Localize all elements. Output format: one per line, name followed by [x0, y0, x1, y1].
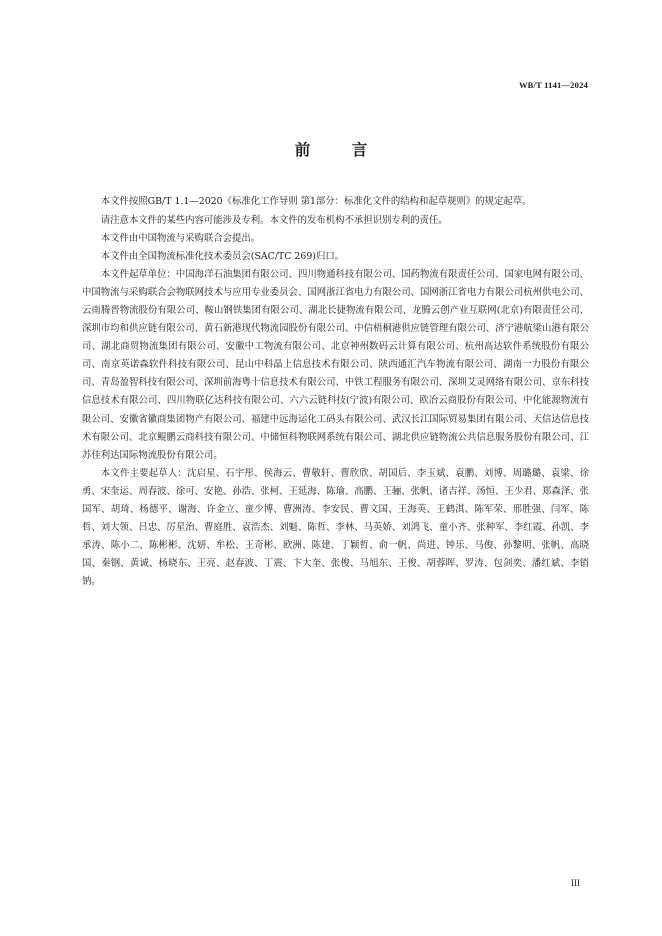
- paragraph-committee: 本文件由全国物流标准化技术委员会(SAC/TC 269)归口。: [100, 250, 345, 262]
- document-body: [82, 194, 589, 591]
- page-number: III: [571, 878, 580, 888]
- paragraph-drafting-units: 本文件起草单位：中国海洋石油集团有限公司、四川物通科技有限公司、国药物流有限责任公司、国家电网有限公司、中国物流与采购联合会物联网技术与应用专业委员会、国网浙江省电力有限公司、国网浙江省电力有限公司杭州供电公司、云南腾晋物流股份有限公司、鞍山钢铁集团有限公司、湖北长捷物流有限公司、龙腾云创产业互联网(北京)有限责任公司、深圳市均和供应链有限公司、黄石新港现代物流园股份有限公司、中信梧桐港供应链管理有限公司、济宁港航梁山港有限公司、湖北商贸物流集团有限公司、安徽中工物流有限公司、北京神州数码云计算有限公司、杭州高达软件系统股份有限公司、南京英诺森软件科技有限公司、昆山中科晶上信息技术有限公司、陕西通汇汽车物流有限公司、湖南一力股份有限公司、青岛盈智科技有限公司、深圳前海粤十信息技术有限公司、中铁工程服务有限公司、深圳艾灵网络有限公司、京东科技信息技术有限公司、四川物联亿达科技有限公司、六六云链科技(宁波)有限公司、欧冶云商股份有限公司、中化能源物流有限公司、安徽省徽商集团物产有限公司、福建中远海运化工码头有限公司、武汉长江国际贸易集团有限公司、天信达信息技术有限公司、北京鲲鹏云商科技有限公司、中储恒科物联网系统有限公司、湖北供应链物流公共信息服务股份有限公司、江苏佳利达国际物流股份有限公司。: [82, 268, 589, 461]
- paragraph-structure-rules: 本文件按照GB/T 1.1—2020《标准化工作导则 第1部分：标准化文件的结构和起草规则》的规定起草。: [100, 196, 532, 207]
- standard-code: WB/T 1141—2024: [518, 80, 588, 90]
- paragraph-proposer: 本文件由中国物流与采购联合会提出。: [100, 232, 261, 244]
- paragraph-drafters: 本文件主要起草人：沈启星、石宇彤、侯海云、曹敬轩、曹欣欣、胡国后、李玉斌、袁鹏、刘博、周璐璐、袁梁、徐勇、宋奎运、周春波、徐可、安艳、孙浩、张柯、王延海、陈瑜、高鹏、王骊、张帆、诸吉祥、汤恒、王少君、郑森泽、张国军、胡琦、杨德平、谢海、许金立、童少博、曹洲涛、李安民、曹文国、王海英、王鹤淇、陈军荣、邢胜强、闫军、陈哲、刘大领、吕忠、厉星治、曹庭胜、袁浩杰、刘魁、陈哲、李林、马英娇、刘鸿飞、童小齐、张种军、李红霞、孙凯、李承涛、陈小二、陈彬彬、沈妍、牟松、王奇彬、欧洲、陈建、丁颖哲、俞一帆、尚进、钟乐、马俊、孙黎明、张帆、高晓国、秦钢、黄诚、杨晓东、王亮、赵春波、丁震、卞大奎、张俊、马旭东、王俊、胡蓉晖、罗涛、包剑奕、潘红斌、李销钠。: [82, 467, 589, 588]
- page-title: 前 言: [294, 141, 386, 159]
- paragraph-patent-notice: 请注意本文件的某些内容可能涉及专利。本文件的发布机构不承担识别专利的责任。: [100, 214, 448, 226]
